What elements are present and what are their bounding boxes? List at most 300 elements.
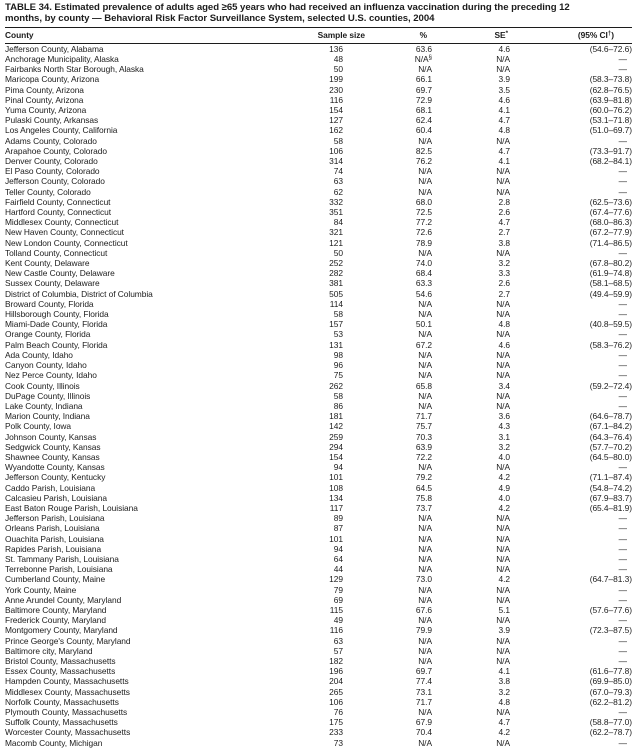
county-cell: Pinal County, Arizona: [5, 94, 84, 105]
data-table: [5, 27, 632, 748]
table-row: [5, 625, 632, 635]
percent-cell: N/A§: [414, 54, 432, 64]
county-cell: District of Columbia, District of Columbia: [5, 288, 153, 299]
sample-size-cell: 63: [333, 635, 343, 646]
county-cell: New London County, Connecticut: [5, 237, 128, 248]
se-cell: 3.4: [498, 380, 510, 391]
ci-cell: —: [618, 655, 627, 666]
table-row: [5, 544, 632, 554]
se-cell: N/A: [496, 64, 510, 75]
se-cell: 4.1: [498, 105, 510, 116]
county-cell: Jefferson County, Colorado: [5, 176, 105, 187]
ci-cell: (58.1–68.5): [589, 278, 632, 289]
table-row: [5, 707, 632, 717]
county-cell: Jefferson County, Alabama: [5, 43, 104, 54]
se-cell: N/A: [496, 176, 510, 187]
county-cell: Ouachita Parish, Louisiana: [5, 533, 104, 544]
sample-size-cell: 75: [333, 370, 343, 381]
se-cell: 3.1: [498, 431, 510, 442]
table-row: [5, 238, 632, 248]
se-cell: 4.2: [498, 502, 510, 513]
percent-cell: N/A: [418, 513, 432, 524]
table-row: [5, 64, 632, 74]
county-cell: Orange County, Florida: [5, 329, 91, 340]
county-cell: York County, Maine: [5, 584, 77, 595]
county-cell: Nez Perce County, Idaho: [5, 370, 97, 381]
table-row: [5, 105, 632, 115]
ci-cell: —: [618, 513, 627, 524]
county-cell: Baltimore city, Maryland: [5, 645, 93, 656]
se-cell: 4.1: [498, 666, 510, 677]
county-cell: Suffolk County, Massachusetts: [5, 717, 118, 728]
ci-cell: (69.9–85.0): [589, 676, 632, 687]
ci-cell: (49.4–59.9): [589, 288, 632, 299]
column-header-sample-size: Sample size: [317, 29, 365, 40]
ci-cell: (67.8–80.2): [589, 258, 632, 269]
se-cell: 4.6: [498, 339, 510, 350]
table-row: [5, 585, 632, 595]
county-cell: Wyandotte County, Kansas: [5, 462, 105, 473]
county-cell: Middlesex County, Massachusetts: [5, 686, 130, 697]
table-row: [5, 554, 632, 564]
sample-size-cell: 196: [329, 666, 343, 677]
ci-cell: —: [618, 349, 627, 360]
se-cell: 4.2: [498, 472, 510, 483]
percent-cell: N/A: [418, 400, 432, 411]
column-header-percent: %: [419, 29, 427, 40]
sample-size-cell: 230: [329, 84, 343, 95]
se-cell: N/A: [496, 360, 510, 371]
se-cell: 4.7: [498, 115, 510, 126]
table-row: [5, 217, 632, 227]
percent-cell: 75.8: [415, 492, 432, 503]
percent-cell: 68.4: [415, 268, 432, 279]
county-cell: Anne Arundel County, Maryland: [5, 594, 122, 605]
sample-size-cell: 129: [329, 574, 343, 585]
sample-size-cell: 332: [329, 196, 343, 207]
ci-cell: (59.2–72.4): [589, 380, 632, 391]
ci-cell: (40.8–59.5): [589, 319, 632, 330]
column-header-county: County: [5, 29, 34, 40]
county-cell: Teller County, Colorado: [5, 186, 91, 197]
table-row: [5, 697, 632, 707]
ci-cell: —: [618, 166, 627, 177]
percent-cell: N/A: [418, 533, 432, 544]
table-row: [5, 227, 632, 237]
ci-cell: —: [618, 329, 627, 340]
table-row: [5, 156, 632, 166]
sample-size-cell: 162: [329, 125, 343, 136]
sample-size-cell: 136: [329, 43, 343, 54]
table-row: [5, 166, 632, 176]
percent-cell: N/A: [418, 247, 432, 258]
sample-size-cell: 101: [329, 533, 343, 544]
county-cell: Johnson County, Kansas: [5, 431, 97, 442]
percent-cell: 67.9: [415, 717, 432, 728]
se-footnote-marker: *: [505, 30, 508, 37]
sample-size-cell: 89: [333, 513, 343, 524]
sample-size-cell: 106: [329, 696, 343, 707]
ci-cell: —: [618, 247, 627, 258]
county-cell: New Castle County, Delaware: [5, 268, 115, 279]
percent-cell: N/A: [418, 64, 432, 75]
percent-cell: 67.2: [415, 339, 432, 350]
county-cell: East Baton Rouge Parish, Louisiana: [5, 502, 138, 513]
ci-cell: —: [618, 635, 627, 646]
percent-cell: 72.9: [415, 94, 432, 105]
table-row: [5, 442, 632, 452]
se-cell: 4.1: [498, 156, 510, 167]
table-row: [5, 534, 632, 544]
ci-cell: —: [618, 523, 627, 534]
sample-size-cell: 50: [333, 64, 343, 75]
ci-cell: —: [618, 615, 627, 626]
percent-cell: 82.5: [415, 145, 432, 156]
percent-cell: 79.9: [415, 625, 432, 636]
county-cell: Essex County, Massachusetts: [5, 666, 116, 677]
sample-size-cell: 121: [329, 237, 343, 248]
percent-cell: 74.0: [415, 258, 432, 269]
se-cell: 4.2: [498, 727, 510, 738]
percent-cell: 60.4: [415, 125, 432, 136]
se-cell: 3.8: [498, 237, 510, 248]
county-cell: Baltimore County, Maryland: [5, 604, 107, 615]
sample-size-cell: 182: [329, 655, 343, 666]
county-cell: Denver County, Colorado: [5, 156, 98, 167]
ci-cell: —: [618, 400, 627, 411]
table-row: [5, 513, 632, 523]
percent-cell: 77.2: [415, 217, 432, 228]
table-row: [5, 319, 632, 329]
percent-cell: N/A: [418, 329, 432, 340]
table-row: [5, 717, 632, 727]
ci-cell: —: [618, 553, 627, 564]
se-cell: 3.5: [498, 84, 510, 95]
se-cell: 4.6: [498, 94, 510, 105]
ci-cell: —: [618, 707, 627, 717]
sample-size-cell: 53: [333, 329, 343, 340]
table-row: [5, 74, 632, 84]
percent-cell: 76.2: [415, 156, 432, 167]
table-row: [5, 411, 632, 421]
ci-cell: —: [618, 737, 627, 748]
se-cell: N/A: [496, 635, 510, 646]
county-cell: Broward County, Florida: [5, 298, 94, 309]
se-cell: N/A: [496, 553, 510, 564]
sample-size-cell: 49: [333, 615, 343, 626]
se-cell: 4.2: [498, 574, 510, 585]
table-body: [5, 44, 632, 748]
percent-cell: N/A: [418, 349, 432, 360]
sample-size-cell: 134: [329, 492, 343, 503]
ci-cell: —: [618, 533, 627, 544]
sample-size-cell: 321: [329, 227, 343, 238]
sample-size-cell: 44: [333, 564, 343, 575]
county-cell: Norfolk County, Massachusetts: [5, 696, 119, 707]
ci-cell: (64.5–80.0): [589, 451, 632, 462]
county-cell: Ada County, Idaho: [5, 349, 73, 360]
table-row: [5, 595, 632, 605]
county-cell: Hillsborough County, Florida: [5, 309, 109, 320]
table-row: [5, 176, 632, 186]
se-cell: N/A: [496, 349, 510, 360]
percent-cell: N/A: [418, 543, 432, 554]
ci-cell: (67.1–84.2): [589, 421, 632, 432]
ci-cell: (63.9–81.8): [589, 94, 632, 105]
table-row: [5, 197, 632, 207]
table-row: [5, 483, 632, 493]
percent-cell: N/A: [418, 655, 432, 666]
county-cell: Cook County, Illinois: [5, 380, 80, 391]
table-row: [5, 738, 632, 748]
county-cell: Caddo Parish, Louisiana: [5, 482, 96, 493]
ci-cell: (58.3–73.8): [589, 74, 632, 85]
ci-cell: —: [618, 390, 627, 401]
table-row: [5, 646, 632, 656]
ci-cell: (67.2–77.9): [589, 227, 632, 238]
ci-cell: (67.9–83.7): [589, 492, 632, 503]
ci-cell: (72.3–87.5): [589, 625, 632, 636]
table-row: [5, 666, 632, 676]
table-row: [5, 615, 632, 625]
sample-size-cell: 233: [329, 727, 343, 738]
se-cell: N/A: [496, 370, 510, 381]
se-cell: 4.0: [498, 451, 510, 462]
table-row: [5, 391, 632, 401]
sample-size-cell: 252: [329, 258, 343, 269]
ci-cell: —: [618, 370, 627, 381]
se-cell: 3.9: [498, 74, 510, 85]
ci-cell: (58.8–77.0): [589, 717, 632, 728]
sample-size-cell: 108: [329, 482, 343, 493]
sample-size-cell: 282: [329, 268, 343, 279]
percent-cell: 63.9: [415, 441, 432, 452]
ci-cell: (54.6–72.6): [589, 43, 632, 54]
ci-cell: (68.2–84.1): [589, 156, 632, 167]
sample-size-cell: 154: [329, 451, 343, 462]
county-cell: Anchorage Municipality, Alaska: [5, 54, 119, 64]
table-title-line-1: TABLE 34. Estimated prevalence of adults aged ≥65 years who had received an influenza vaccination during the preceding 12: [5, 2, 570, 13]
county-cell: Fairbanks North Star Borough, Alaska: [5, 64, 144, 75]
table-row: [5, 136, 632, 146]
se-cell: 2.6: [498, 278, 510, 289]
county-cell: Arapahoe County, Colorado: [5, 145, 107, 156]
sample-size-cell: 294: [329, 441, 343, 452]
percent-cell: N/A: [418, 523, 432, 534]
sample-size-cell: 57: [333, 645, 343, 656]
table-row: [5, 299, 632, 309]
percent-cell: 69.7: [415, 84, 432, 95]
sample-size-cell: 314: [329, 156, 343, 167]
county-cell: Pima County, Arizona: [5, 84, 84, 95]
percent-cell: 65.8: [415, 380, 432, 391]
county-cell: Sussex County, Delaware: [5, 278, 100, 289]
column-header-se: SE*: [494, 29, 508, 40]
percent-cell: 66.1: [415, 74, 432, 85]
table-row: [5, 115, 632, 125]
se-cell: 4.7: [498, 217, 510, 228]
county-cell: Frederick County, Maryland: [5, 615, 106, 626]
ci-cell: —: [618, 298, 627, 309]
table-row: [5, 452, 632, 462]
se-cell: N/A: [496, 615, 510, 626]
se-cell: N/A: [496, 737, 510, 748]
county-cell: Hartford County, Connecticut: [5, 207, 111, 218]
percent-cell: 71.7: [415, 411, 432, 422]
sample-size-cell: 157: [329, 319, 343, 330]
county-cell: Jefferson County, Kentucky: [5, 472, 106, 483]
sample-size-cell: 86: [333, 400, 343, 411]
table-row: [5, 370, 632, 380]
sample-size-cell: 79: [333, 584, 343, 595]
county-cell: Calcasieu Parish, Louisiana: [5, 492, 108, 503]
sample-size-cell: 50: [333, 247, 343, 258]
county-cell: Terrebonne Parish, Louisiana: [5, 564, 113, 575]
percent-cell: 79.2: [415, 472, 432, 483]
county-cell: Pulaski County, Arkansas: [5, 115, 99, 126]
ci-cell: (62.2–81.2): [589, 696, 632, 707]
ci-cell: (64.6–78.7): [589, 411, 632, 422]
table-row: [5, 462, 632, 472]
se-cell: 4.7: [498, 145, 510, 156]
sample-size-cell: 181: [329, 411, 343, 422]
se-cell: 2.6: [498, 207, 510, 218]
percent-cell: 72.2: [415, 451, 432, 462]
table-row: [5, 207, 632, 217]
se-cell: N/A: [496, 543, 510, 554]
sample-size-cell: 265: [329, 686, 343, 697]
percent-cell: 70.4: [415, 727, 432, 738]
sample-size-cell: 154: [329, 105, 343, 116]
table-row: [5, 146, 632, 156]
percent-cell: 67.6: [415, 604, 432, 615]
sample-size-cell: 101: [329, 472, 343, 483]
county-cell: El Paso County, Colorado: [5, 166, 100, 177]
ci-cell: (58.3–76.2): [589, 339, 632, 350]
ci-cell: —: [618, 176, 627, 187]
sample-size-cell: 84: [333, 217, 343, 228]
se-cell: 2.7: [498, 227, 510, 238]
county-cell: Montgomery County, Maryland: [5, 625, 118, 636]
percent-cell: N/A: [418, 390, 432, 401]
county-cell: Cumberland County, Maine: [5, 574, 106, 585]
percent-cell: 75.7: [415, 421, 432, 432]
se-cell: N/A: [496, 400, 510, 411]
se-cell: N/A: [496, 135, 510, 146]
county-cell: Worcester County, Massachusetts: [5, 727, 131, 738]
percent-cell: 71.7: [415, 696, 432, 707]
table-row: [5, 656, 632, 666]
ci-cell: (62.2–78.7): [589, 727, 632, 738]
sample-size-cell: 98: [333, 349, 343, 360]
se-cell: 3.2: [498, 258, 510, 269]
se-cell: N/A: [496, 309, 510, 320]
se-cell: N/A: [496, 298, 510, 309]
se-cell: 4.8: [498, 696, 510, 707]
county-cell: Tolland County, Connecticut: [5, 247, 108, 258]
se-cell: 3.6: [498, 411, 510, 422]
percent-cell: N/A: [418, 176, 432, 187]
sample-size-cell: 106: [329, 145, 343, 156]
county-cell: Marion County, Indiana: [5, 411, 90, 422]
se-cell: 4.6: [498, 43, 510, 54]
se-cell: N/A: [496, 166, 510, 177]
sample-size-cell: 62: [333, 186, 343, 197]
table-header-row: [5, 27, 632, 44]
county-cell: Canyon County, Idaho: [5, 360, 87, 371]
sample-size-cell: 63: [333, 176, 343, 187]
county-cell: New Haven County, Connecticut: [5, 227, 124, 238]
table-title-line-2: months, by county — Behavioral Risk Factor Surveillance System, selected U.S. counties, 2004: [5, 12, 435, 24]
sample-size-cell: 142: [329, 421, 343, 432]
table-title: [5, 3, 632, 25]
se-cell: N/A: [496, 247, 510, 258]
percent-cell: N/A: [418, 166, 432, 177]
percent-cell: N/A: [418, 737, 432, 748]
table-row: [5, 268, 632, 278]
percent-cell: N/A: [418, 135, 432, 146]
se-cell: N/A: [496, 645, 510, 656]
percent-cell: N/A: [418, 186, 432, 197]
se-cell: 4.8: [498, 125, 510, 136]
county-cell: Fairfield County, Connecticut: [5, 196, 111, 207]
sample-size-cell: 76: [333, 707, 343, 717]
sample-size-cell: 199: [329, 74, 343, 85]
percent-cell: 50.1: [415, 319, 432, 330]
se-cell: 3.2: [498, 441, 510, 452]
ci-cell: (71.1–87.4): [589, 472, 632, 483]
county-cell: Middlesex County, Connecticut: [5, 217, 119, 228]
ci-cell: —: [618, 135, 627, 146]
ci-cell: (57.6–77.6): [589, 604, 632, 615]
table-row: [5, 605, 632, 615]
ci-cell: (62.5–73.6): [589, 196, 632, 207]
sample-size-cell: 69: [333, 594, 343, 605]
se-cell: N/A: [496, 707, 510, 717]
se-cell: N/A: [496, 655, 510, 666]
se-cell: 2.8: [498, 196, 510, 207]
percent-cell: 72.6: [415, 227, 432, 238]
table-row: [5, 360, 632, 370]
se-cell: N/A: [496, 533, 510, 544]
ci-cell: —: [618, 564, 627, 575]
table-row: [5, 309, 632, 319]
se-cell: N/A: [496, 594, 510, 605]
sample-size-cell: 131: [329, 339, 343, 350]
se-cell: N/A: [496, 462, 510, 473]
county-cell: Prince George's County, Maryland: [5, 635, 131, 646]
county-cell: Miami-Dade County, Florida: [5, 319, 108, 330]
se-cell: N/A: [496, 584, 510, 595]
ci-cell: (71.4–86.5): [589, 237, 632, 248]
county-cell: Palm Beach County, Florida: [5, 339, 108, 350]
county-cell: Kent County, Delaware: [5, 258, 90, 269]
percent-cell: N/A: [418, 298, 432, 309]
ci-cell: —: [618, 462, 627, 473]
se-cell: N/A: [496, 329, 510, 340]
se-cell: 3.9: [498, 625, 510, 636]
percent-cell: N/A: [418, 370, 432, 381]
se-cell: 4.8: [498, 319, 510, 330]
percent-cell: 73.0: [415, 574, 432, 585]
sample-size-cell: 73: [333, 737, 343, 748]
ci-cell: (61.6–77.8): [589, 666, 632, 677]
percent-cell: N/A: [418, 462, 432, 473]
sample-size-cell: 262: [329, 380, 343, 391]
sample-size-cell: 116: [329, 625, 343, 636]
se-cell: 3.3: [498, 268, 510, 279]
percent-cell: 69.7: [415, 666, 432, 677]
